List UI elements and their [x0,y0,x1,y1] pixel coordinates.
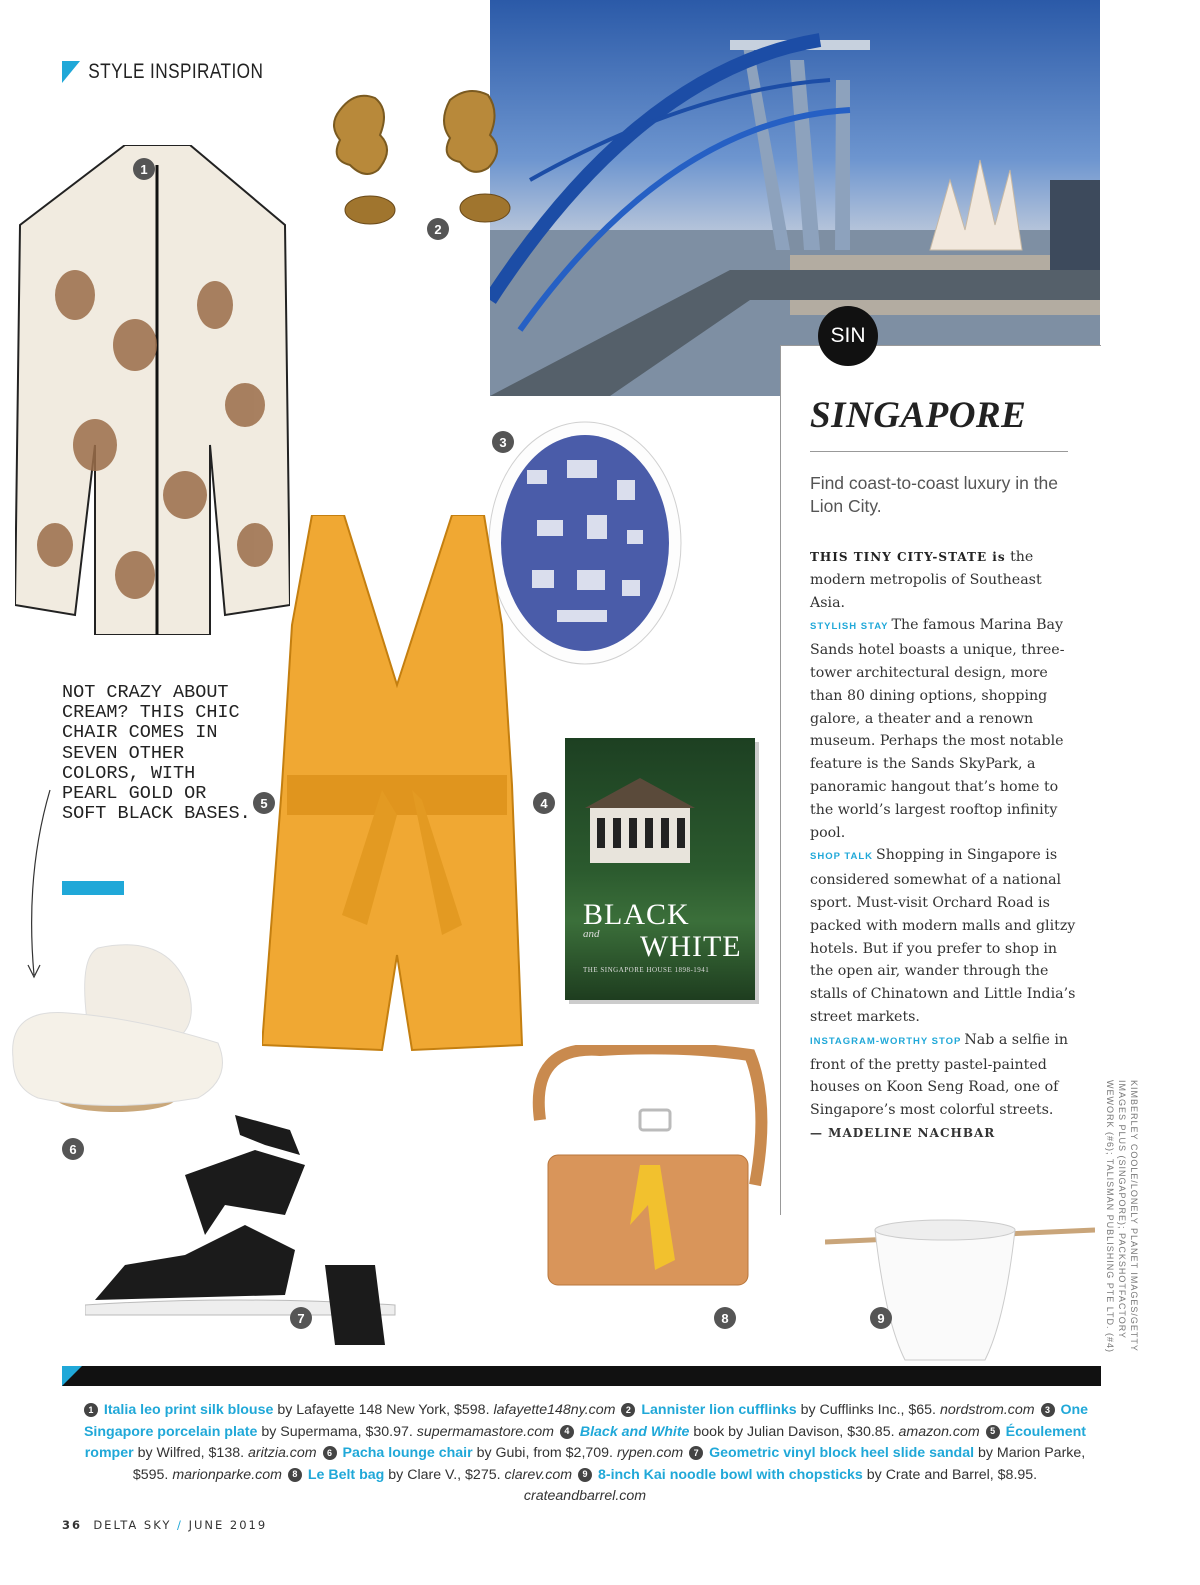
credit-product-3[interactable]: One Singapore porcelain plate [83,1402,1089,1440]
item-number-7: 7 [290,1307,312,1329]
title-rule [810,451,1068,452]
belt-bag-image [520,1045,770,1290]
credit-number-8: 8 [288,1468,302,1482]
book-title-line1: BLACK [583,898,690,931]
airport-code-badge: SIN [818,306,878,366]
paragraph-instagram-stop: Nab a selfie in front of the pretty pastel-painted houses on Koon Seng Road, one of Singapore’s most colorful streets. [810,1031,1069,1119]
paragraph-stylish-stay: The famous Marina Bay Sands hotel boasts a unique, three-tower architectural design, more than 80 dining options, shopping galore, a theater and a renown museum. Perhaps the most notable feature is the Sands SkyPark, a panoramic hangout that’s home to the world’s largest rooftop infinity pool. [810,617,1065,841]
product-credits [80,1400,1090,1508]
romper-image [262,515,532,1055]
credit-by-3: by Supermama, $30.97. [261,1423,413,1440]
credit-number-5: 5 [986,1425,1000,1439]
credit-product-9[interactable]: 8-inch Kai noodle bowl with chopsticks [597,1466,863,1483]
kicker-shop-talk: SHOP TALK [810,851,874,863]
credit-number-7: 7 [689,1446,703,1460]
credit-by-5: by Wilfred, $138. [137,1445,245,1461]
credit-number-6: 6 [323,1446,337,1460]
credits-divider-bar [62,1366,1101,1386]
credit-url-3[interactable]: supermamastore.com [416,1423,554,1440]
section-header [62,60,263,84]
section-label: STYLE INSPIRATION [88,60,264,83]
credit-by-8: by Clare V., $275. [388,1466,501,1483]
kicker-stylish-stay: STYLISH STAY [810,621,889,633]
book-house-illustration [585,778,695,868]
book-subtitle: THE SINGAPORE HOUSE 1898-1941 [583,966,710,974]
credit-by-6: by Gubi, from $2,709. [476,1445,613,1461]
issue-date: JUNE 2019 [188,1518,268,1532]
credit-by-9: by Crate and Barrel, $8.95. [866,1466,1038,1483]
credit-number-3: 3 [1041,1403,1055,1417]
credit-url-1[interactable]: lafayette148ny.com [493,1402,616,1418]
callout-accent-bar [62,881,124,895]
noodle-bowl-image [825,1200,1095,1365]
item-number-8: 8 [714,1307,736,1329]
credit-url-9[interactable]: crateandbarrel.com [523,1488,647,1504]
item-number-6: 6 [62,1138,84,1160]
article-intro: the modern metropolis of Southeast Asia. [810,549,1042,611]
credit-url-8[interactable]: clarev.com [504,1466,573,1483]
photo-credit: KIMBERLEY COOLE/LONELY PLANET IMAGES/GETTY IMAGES PLUS (SINGAPORE); PACKSHOTFACTORY WEWORK (#6); TALISMAN PUBLISHING PTE LTD. (#4) [1105,1080,1139,1354]
article-body [810,546,1080,1145]
publication-name: DELTA SKY [93,1518,172,1532]
book-title-and: and [583,928,600,940]
lounge-chair-image [8,938,230,1138]
credit-product-1[interactable]: Italia leo print silk blouse [103,1402,274,1418]
article-dek: Find coast-to-coast luxury in the Lion City. [810,473,1059,516]
block-heel-sandal-image [85,1115,415,1345]
paragraph-shop-talk: Shopping in Singapore is considered somewhat of a national sport. Must-visit Orchard Road is packed with modern malls and glitzy hotels. But if you prefer to shop in the open air, wander through the stalls of Chinatown and Little India’s street markets. [810,847,1076,1025]
credit-product-8[interactable]: Le Belt bag [307,1466,385,1483]
credit-number-9: 9 [578,1468,592,1482]
item-number-5: 5 [253,792,275,814]
kicker-instagram-stop: INSTAGRAM-WORTHY STOP [810,1035,962,1047]
item-number-3: 3 [492,431,514,453]
silk-blouse-image [15,145,290,635]
article-lead-in: THIS TINY CITY-STATE is [810,550,1006,564]
page-folio: 36 DELTA SKY / JUNE 2019 [62,1518,268,1532]
lion-cufflinks-image [300,80,540,230]
item-number-9: 9 [870,1307,892,1329]
credit-by-7: by Marion Parke, $595. [132,1445,1086,1483]
credit-product-5[interactable]: Écoulement romper [84,1423,1087,1461]
credit-by-2: by Cufflinks Inc., $65. [800,1402,937,1418]
item-number-1: 1 [133,158,155,180]
credit-by-4: book by Julian Davison, $30.85. [693,1423,895,1440]
credit-url-4[interactable]: amazon.com [898,1423,980,1440]
credit-url-2[interactable]: nordstrom.com [939,1402,1035,1418]
credit-url-5[interactable]: aritzia.com [248,1445,317,1461]
black-and-white-book [565,738,755,1000]
credit-product-6[interactable]: Pacha lounge chair [342,1445,473,1461]
credit-url-7[interactable]: marionparke.com [172,1466,282,1483]
book-title-line2: WHITE [640,930,742,963]
article-title: SINGAPORE [810,395,1027,436]
item-number-2: 2 [427,218,449,240]
credit-product-4[interactable]: Black and White [579,1423,690,1440]
chair-callout: NOT CRAZY ABOUT CREAM? THIS CHIC CHAIR COMES IN SEVEN OTHER COLORS, WITH PEARL GOLD OR SOFT BLACK BASES. [62,682,251,825]
credit-number-1: 1 [84,1403,98,1417]
section-triangle-icon [62,61,80,83]
credit-number-2: 2 [621,1403,635,1417]
page-number: 36 [62,1518,83,1532]
credit-url-6[interactable]: rypen.com [616,1445,684,1461]
credit-by-1: by Lafayette 148 New York, $598. [277,1402,490,1418]
skyline-illustration [490,0,1100,396]
byline: — MADELINE NACHBAR [810,1125,996,1140]
credit-product-2[interactable]: Lannister lion cufflinks [641,1402,797,1418]
item-number-4: 4 [533,792,555,814]
singapore-skyline-photo [490,0,1100,396]
credit-product-7[interactable]: Geometric vinyl block heel slide sandal [709,1445,975,1461]
credit-number-4: 4 [560,1425,574,1439]
